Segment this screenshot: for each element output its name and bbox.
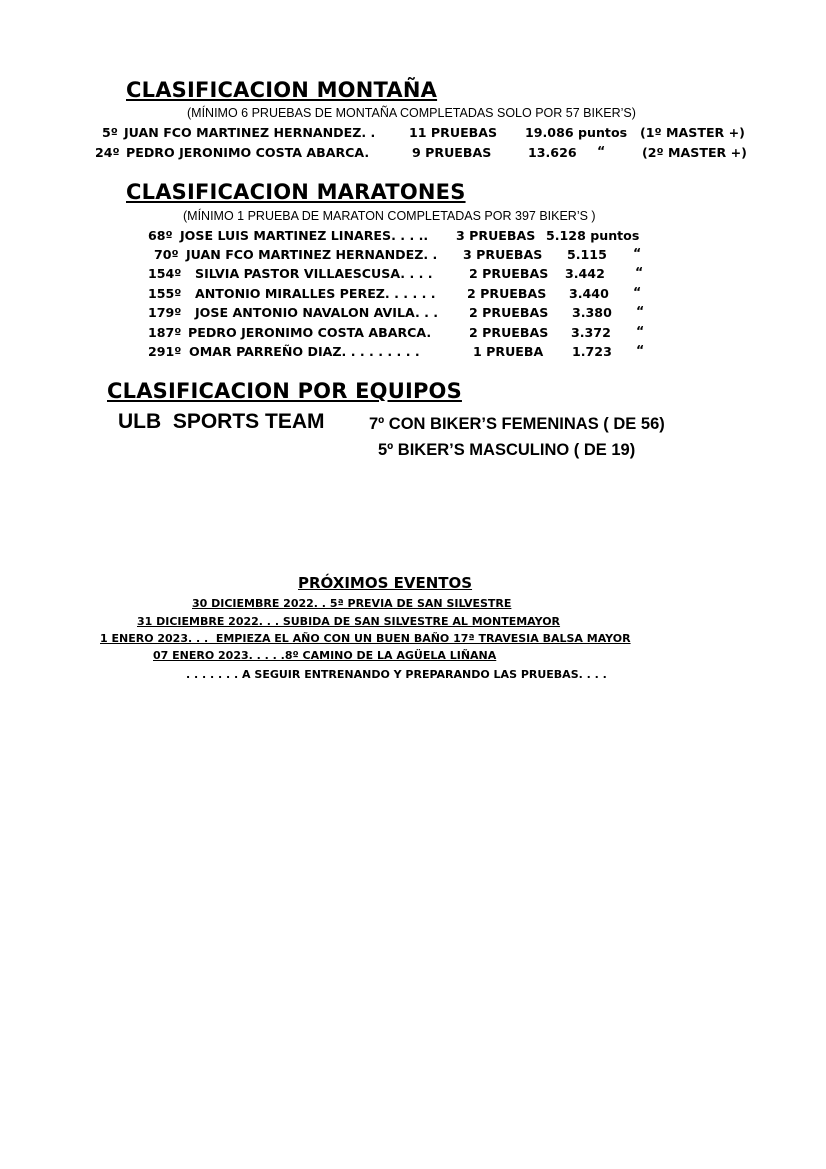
- rank: 187º: [148, 325, 182, 340]
- event-item: 07 ENERO 2023. . . . .8º CAMINO DE LA AGÜELA LIÑANA: [153, 649, 497, 662]
- ditto-mark: “: [597, 143, 606, 158]
- team-name: ULB SPORTS TEAM: [118, 410, 325, 433]
- event-item: 31 DICIEMBRE 2022. . . SUBIDA DE SAN SILVESTRE AL MONTEMAYOR: [137, 615, 561, 628]
- points: 3.372: [571, 325, 611, 340]
- rank: 291º: [148, 344, 182, 359]
- pruebas: 2 PRUEBAS: [469, 305, 549, 320]
- event-item: 30 DICIEMBRE 2022. . 5ª PREVIA DE SAN SILVESTRE: [192, 597, 512, 610]
- points: 5.128 puntos: [546, 228, 640, 243]
- rank: 5º: [102, 125, 118, 140]
- points: 3.440: [569, 286, 609, 301]
- rank: 70º: [154, 247, 179, 262]
- name: JOSE LUIS MARTINEZ LINARES. . . ..: [180, 228, 429, 243]
- name: PEDRO JERONIMO COSTA ABARCA.: [188, 325, 432, 340]
- pruebas: 2 PRUEBAS: [467, 286, 547, 301]
- pruebas: 2 PRUEBAS: [469, 325, 549, 340]
- name: SILVIA PASTOR VILLAESCUSA. . . .: [195, 266, 433, 281]
- pruebas: 11 PRUEBAS: [409, 125, 498, 140]
- pruebas: 2 PRUEBAS: [469, 266, 549, 281]
- name: JUAN FCO MARTINEZ HERNANDEZ. .: [186, 247, 438, 262]
- ditto-mark: “: [636, 342, 645, 357]
- team-female-ranking: 7º CON BIKER’S FEMENINAS ( DE 56): [369, 415, 665, 433]
- montana-title: CLASIFICACION MONTAÑA: [126, 78, 438, 102]
- points: 3.380: [572, 305, 612, 320]
- rank: 154º: [148, 266, 182, 281]
- eventos-closing: . . . . . . . A SEGUIR ENTRENANDO Y PREPARANDO LAS PRUEBAS. . . .: [186, 668, 607, 681]
- montana-note: (MÍNIMO 6 PRUEBAS DE MONTAÑA COMPLETADAS SOLO POR 57 BIKER’S): [187, 106, 636, 120]
- points: 1.723: [572, 344, 612, 359]
- pruebas: 1 PRUEBA: [473, 344, 544, 359]
- rank: 68º: [148, 228, 173, 243]
- maratones-note: (MÍNIMO 1 PRUEBA DE MARATON COMPLETADAS POR 397 BIKER’S ): [183, 209, 596, 223]
- maratones-title: CLASIFICACION MARATONES: [126, 180, 466, 204]
- team-male-ranking: 5º BIKER’S MASCULINO ( DE 19): [378, 441, 636, 459]
- equipos-title: CLASIFICACION POR EQUIPOS: [107, 379, 462, 403]
- ditto-mark: “: [633, 245, 642, 260]
- name: JUAN FCO MARTINEZ HERNANDEZ. .: [124, 125, 376, 140]
- ditto-mark: “: [633, 284, 642, 299]
- category: (2º MASTER +): [642, 145, 747, 160]
- name: ANTONIO MIRALLES PEREZ. . . . . .: [195, 286, 436, 301]
- name: PEDRO JERONIMO COSTA ABARCA.: [126, 145, 370, 160]
- ditto-mark: “: [636, 323, 645, 338]
- ditto-mark: “: [636, 303, 645, 318]
- pruebas: 9 PRUEBAS: [412, 145, 492, 160]
- pruebas: 3 PRUEBAS: [463, 247, 543, 262]
- points: 13.626: [528, 145, 577, 160]
- rank: 179º: [148, 305, 182, 320]
- ditto-mark: “: [635, 264, 644, 279]
- rank: 24º: [95, 145, 120, 160]
- category: (1º MASTER +): [640, 125, 745, 140]
- name: JOSE ANTONIO NAVALON AVILA. . .: [195, 305, 439, 320]
- points: 3.442: [565, 266, 605, 281]
- rank: 155º: [148, 286, 182, 301]
- name: OMAR PARREÑO DIAZ. . . . . . . . .: [189, 344, 420, 359]
- points: 19.086 puntos: [525, 125, 628, 140]
- eventos-title: PRÓXIMOS EVENTOS: [298, 574, 473, 592]
- points: 5.115: [567, 247, 607, 262]
- pruebas: 3 PRUEBAS: [456, 228, 536, 243]
- event-item: 1 ENERO 2023. . . EMPIEZA EL AÑO CON UN BUEN BAÑO 17ª TRAVESIA BALSA MAYOR: [100, 632, 631, 645]
